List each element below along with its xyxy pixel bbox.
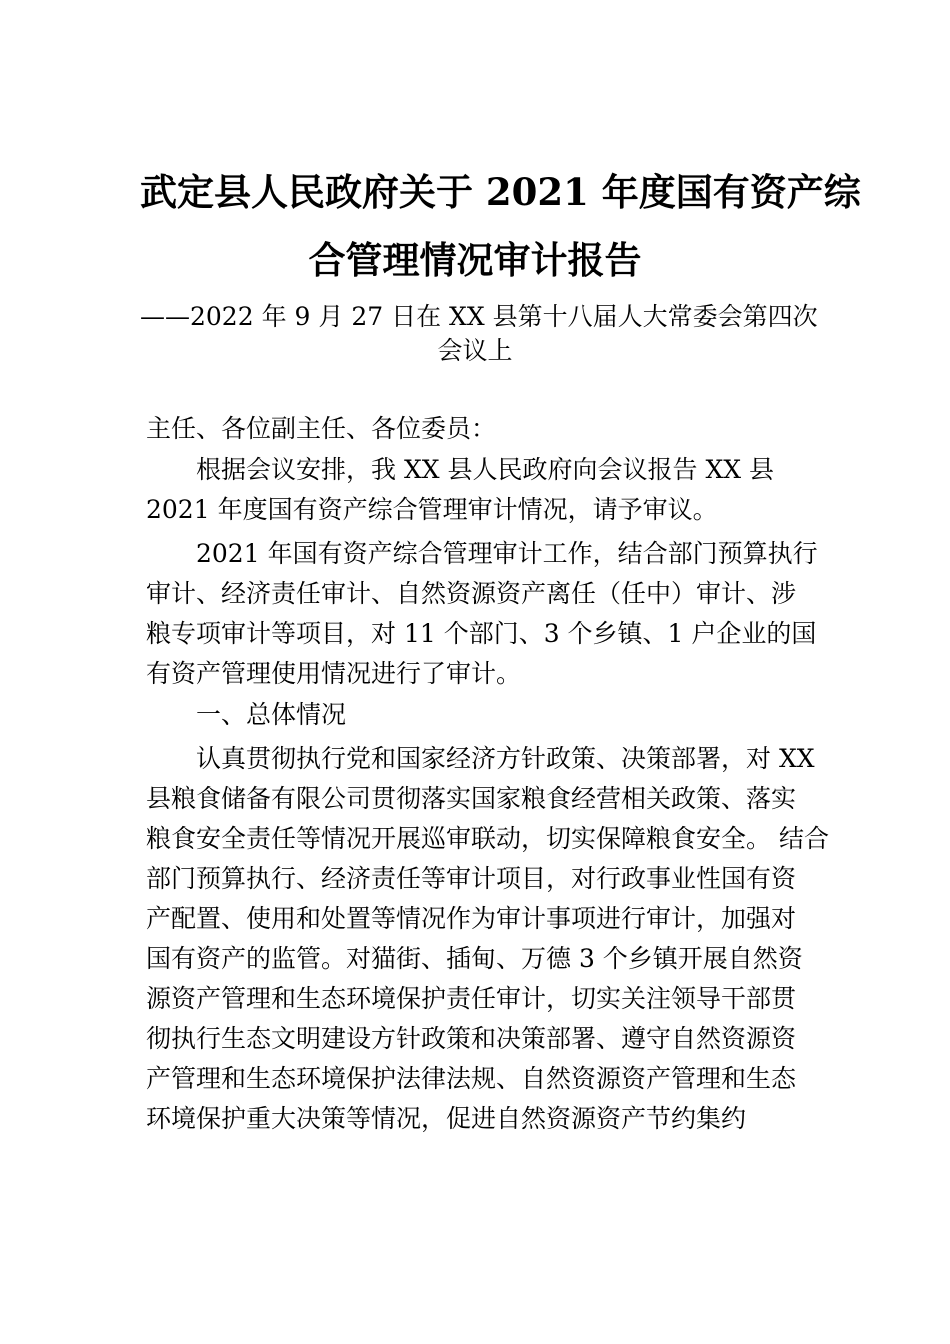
body-line: 审计、经济责任审计、自然资源资产离任（任中）审计、涉 bbox=[146, 579, 797, 608]
body-line: 认真贯彻执行党和国家经济方针政策、决策部署，对 XX bbox=[196, 744, 815, 773]
body-line: 部门预算执行、经济责任等审计项目，对行政事业性国有资 bbox=[146, 864, 797, 893]
body-line: 产管理和生态环境保护法律法规、自然资源资产管理和生态 bbox=[146, 1064, 797, 1093]
document-title-line-2: 合管理情况审计报告 bbox=[308, 238, 642, 282]
body-line: 根据会议安排，我 XX 县人民政府向会议报告 XX 县 bbox=[196, 455, 774, 484]
document-subtitle-line-1: ——2022 年 9 月 27 日在 XX 县第十八届人大常委会第四次 bbox=[140, 302, 818, 331]
body-line: 2021 年度国有资产综合管理审计情况，请予审议。 bbox=[146, 495, 718, 524]
body-line: 2021 年国有资产综合管理审计工作，结合部门预算执行 bbox=[196, 539, 818, 568]
body-line: 环境保护重大决策等情况，促进自然资源资产节约集约 bbox=[146, 1104, 747, 1133]
body-line: 粮专项审计等项目，对 11 个部门、3 个乡镇、1 户企业的国 bbox=[146, 619, 817, 648]
section-heading: 一、总体情况 bbox=[196, 700, 347, 729]
body-line: 县粮食储备有限公司贯彻落实国家粮食经营相关政策、落实 bbox=[146, 784, 797, 813]
body-line: 源资产管理和生态环境保护责任审计，切实关注领导干部贯 bbox=[146, 984, 797, 1013]
body-line: 粮食安全责任等情况开展巡审联动，切实保障粮食安全。 结合 bbox=[146, 824, 829, 853]
body-line: 彻执行生态文明建设方针政策和决策部署、遵守自然资源资 bbox=[146, 1024, 797, 1053]
body-line: 国有资产的监管。对猫街、插甸、万德 3 个乡镇开展自然资 bbox=[146, 944, 803, 973]
body-line: 有资产管理使用情况进行了审计。 bbox=[146, 659, 522, 688]
document-subtitle-line-2: 会议上 bbox=[437, 336, 513, 365]
body-line: 产配置、使用和处置等情况作为审计事项进行审计，加强对 bbox=[146, 904, 797, 933]
document-title-line-1: 武定县人民政府关于 2021 年度国有资产综 bbox=[140, 170, 861, 214]
salutation: 主任、各位副主任、各位委员： bbox=[146, 414, 497, 443]
